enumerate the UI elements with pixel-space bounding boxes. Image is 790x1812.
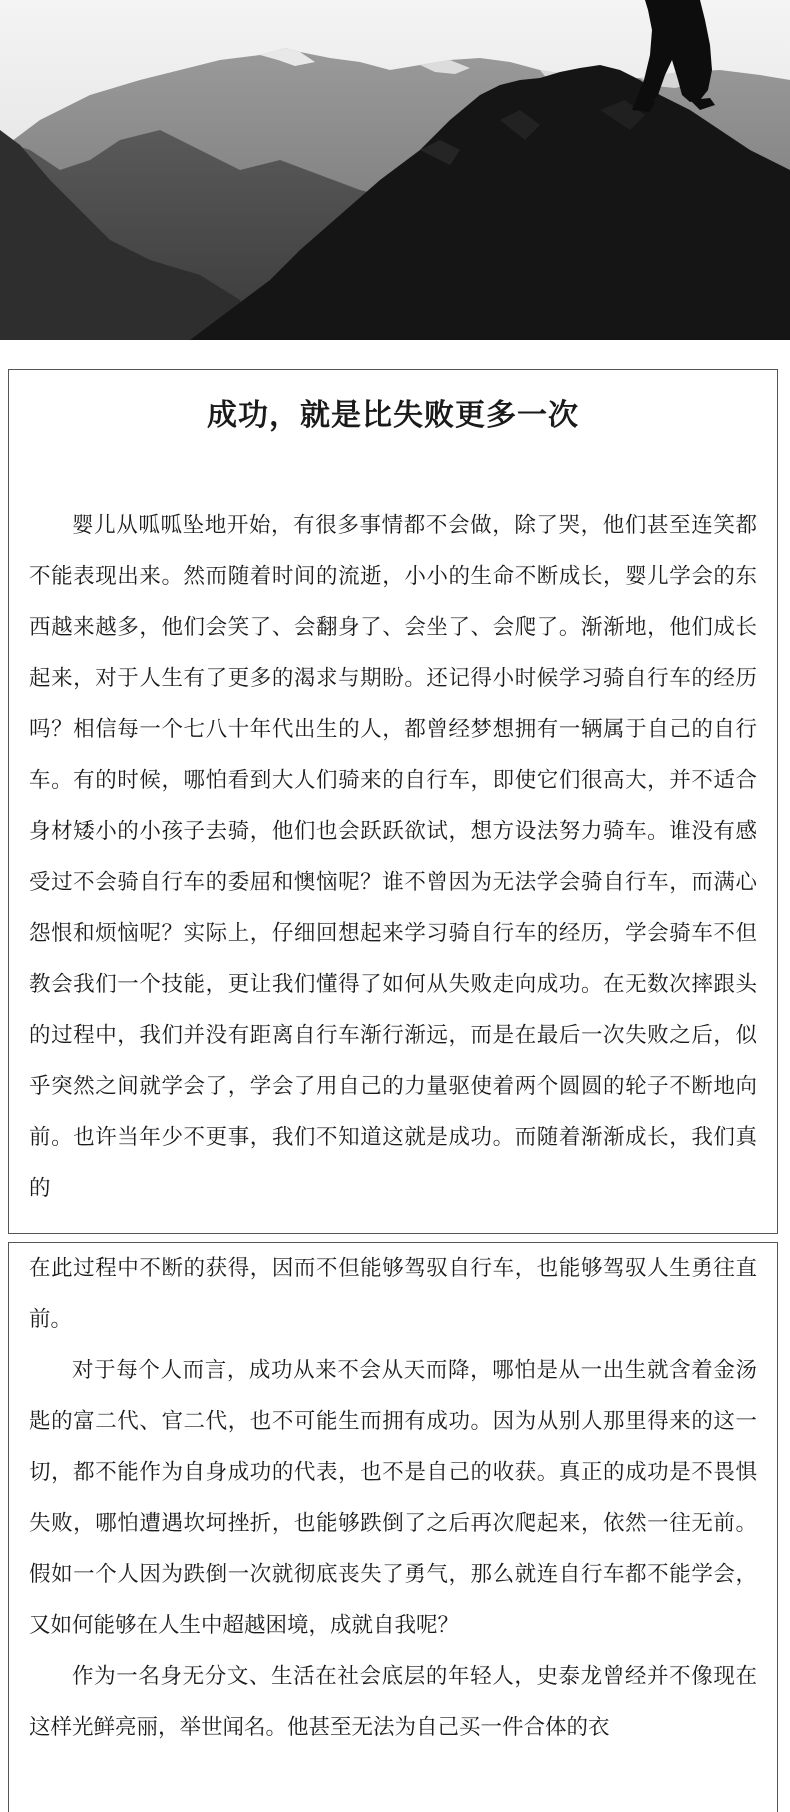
article-panel-1: [8, 369, 778, 1234]
paragraph: 婴儿从呱呱坠地开始，有很多事情都不会做，除了哭，他们甚至连笑都不能表现出来。然而随着时间的流逝，小小的生命不断成长，婴儿学会的东西越来越多，他们会笑了、会翻身了、会坐了、会爬了。渐渐地，他们成长起来，对于人生有了更多的渴求与期盼。还记得小时候学习骑自行车的经历吗？相信每一个七八十年代出生的人，都曾经梦想拥有一辆属于自己的自行车。有的时候，哪怕看到大人们骑来的自行车，即使它们很高大，并不适合身材矮小的小孩子去骑，他们也会跃跃欲试，想方设法努力骑车。谁没有感受过不会骑自行车的委屈和懊恼呢？谁不曾因为无法学会骑自行车，而满心怨恨和烦恼呢？实际上，仔细回想起来学习骑自行车的经历，学会骑车不但教会我们一个技能，更让我们懂得了如何从失败走向成功。在无数次摔跟头的过程中，我们并没有距离自行车渐行渐远，而是在最后一次失败之后，似乎突然之间就学会了，学会了用自己的力量驱使着两个圆圆的轮子不断地向前。也许当年少不更事，我们不知道这就是成功。而随着渐渐成长，我们真的: [29, 513, 757, 1201]
article-title: 成功，就是比失败更多一次: [207, 398, 579, 433]
hero-image: [0, 0, 790, 340]
paragraph-continued: 在此过程中不断的获得，因而不但能够驾驭自行车，也能够驾驭人生勇往直前。: [29, 1256, 757, 1332]
paragraph: 作为一名身无分文、生活在社会底层的年轻人，史泰龙曾经并不像现在这样光鲜亮丽，举世闻名。他甚至无法为自己买一件合体的衣: [29, 1664, 757, 1740]
paragraph: 对于每个人而言，成功从来不会从天而降，哪怕是从一出生就含着金汤匙的富二代、官二代，也不可能生而拥有成功。因为从别人那里得来的这一切，都不能作为自身成功的代表，也不是自己的收获。真正的成功是不畏惧失败，哪怕遭遇坎坷挫折，也能够跌倒了之后再次爬起来，依然一往无前。假如一个人因为跌倒一次就彻底丧失了勇气，那么就连自行车都不能学会，又如何能够在人生中超越困境，成就自我呢？: [29, 1358, 757, 1638]
article-body-part-2: [9, 1243, 777, 1753]
article-body-part-1: [9, 436, 777, 1214]
article-panel-2: [8, 1242, 778, 1812]
mountain-silhouette-hiker-photo: [0, 0, 790, 340]
